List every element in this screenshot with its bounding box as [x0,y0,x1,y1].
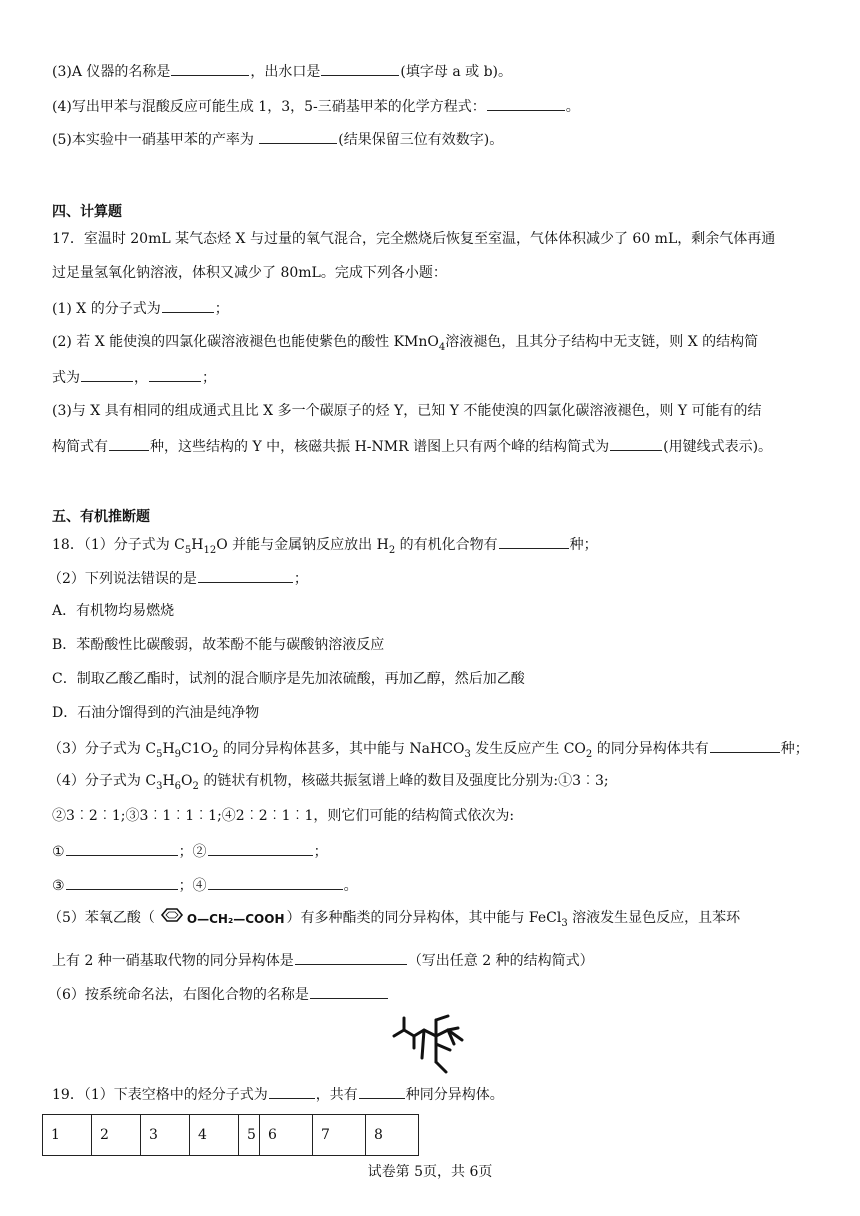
q18-p3-text: （3）分子式为 C [48,741,157,757]
answer-blank[interactable] [310,983,388,999]
q18-part3 [48,737,808,759]
q18-p2-text: ； [293,571,308,587]
answer-blank[interactable] [208,840,313,856]
page-footer: 试卷第 5页，共 6页 [367,1164,493,1180]
q18-p1-text: O 并能与金属钠反应放出 H [216,537,389,553]
answer-label: 。 [343,878,358,894]
answer-label: ； [313,844,328,860]
q18-part6 [48,983,808,1005]
q18-p3-text: H [162,741,175,757]
subscript: 2 [192,780,199,792]
q18-p1-text: 18．（1）分子式为 C [52,537,185,553]
q18-part2 [48,567,808,589]
q16-p4-text: 。 [565,99,580,115]
option-c: C．制取乙酸乙酯时，试剂的混合顺序是先加浓硫酸，再加乙醇，然后加乙酸 [52,671,525,687]
q18-p3-text: C1O [181,741,213,757]
subscript: 4 [438,341,446,353]
option-a: A．有机物均易燃烧 [52,603,175,619]
subscript: 3 [561,917,568,929]
q17-p1-text: ； [214,301,229,317]
q18-p5-text: 溶液发生显色反应，且苯环 [567,910,741,926]
q18-p1-text: H [191,537,204,553]
answer-blank[interactable] [109,435,149,451]
table-cell: 4 [190,1115,239,1156]
q17-p2-text: ， [134,370,148,386]
q17-part3-line2 [52,435,812,457]
q17-part1 [52,297,812,319]
q17-p2-text: ； [202,370,216,386]
q18-p4-text: 的链状有机物，核磁共振氢谱上峰的数目及强度比分别为:①3︰3; [198,773,609,789]
q18-part4-answers-1 [52,840,812,862]
answer-blank[interactable] [259,128,337,144]
subscript: 2 [585,748,593,760]
answer-label: ；④ [178,878,207,894]
answer-blank[interactable] [499,533,569,549]
table-row [43,1115,419,1156]
q17-p1-text: (1) X 的分子式为 [52,301,161,317]
q16-part4 [52,95,812,117]
subscript: 2 [388,544,396,556]
q16-part5 [52,128,812,150]
q17-part2-line1 [52,332,812,352]
answer-blank[interactable] [487,95,565,111]
option-b: B．苯酚酸性比碳酸弱，故苯酚不能与碳酸钠溶液反应 [52,637,385,653]
q19-part1 [52,1083,812,1105]
q17-stem-line2: 过足量氢氧化钠溶液，体积又减少了 80mL。完成下列各小题： [52,265,447,281]
q18-part5-line1 [48,907,808,929]
q16-p3-text: (3)A 仪器的名称是 [52,64,171,80]
q17-p3-text: 种，这些结构的 Y 中，核磁共振 H-NMR 谱图上只有两个峰的结构简式为 [150,439,610,455]
answer-blank[interactable] [321,60,399,76]
answer-blank[interactable] [66,840,178,856]
q17-p2-text: 溶液褪色，且其分子结构中无支链，则 X 的结构简 [445,334,759,350]
q19-p1-text: 19．（1）下表空格中的烃分子式为 [52,1087,268,1103]
q18-p5-text: （写出任意 2 种的结构简式） [407,953,594,969]
answer-blank[interactable] [710,737,780,753]
answer-blank[interactable] [295,949,407,965]
q17-p2-text: 式为 [52,370,80,386]
table-cell: 8 [366,1115,419,1156]
q16-p3-text: ，出水口是 [250,64,321,80]
q18-p1-text: 种； [569,537,598,553]
q18-part1 [52,533,812,555]
subscript: 12 [203,544,217,556]
option-d: D．石油分馏得到的汽油是纯净物 [52,705,260,721]
hydrocarbon-sequence-table [42,1114,419,1156]
structure-formula: O—CH₂—COOH [186,912,285,926]
q18-p1-text: 的有机化合物有 [395,537,498,553]
q18-p3-text: 的同分异构体甚多，其中能与 NaHCO [218,741,465,757]
skeletal-structure-figure [392,1014,474,1080]
answer-blank[interactable] [359,1083,405,1099]
answer-label: ① [52,844,65,860]
answer-blank[interactable] [81,366,133,382]
benzene-ring-icon [157,907,187,923]
q18-p3-text: 发生反应产生 CO [470,741,586,757]
q18-part5-line2 [52,949,812,971]
q16-p5-text: (5)本实验中一硝基甲苯的产率为 [52,132,259,148]
answer-blank[interactable] [198,567,293,583]
q18-p3-text: 的同分异构体共有 [592,741,709,757]
table-cell: 7 [313,1115,366,1156]
q16-p5-text: (结果保留三位有效数字)。 [338,132,504,148]
q18-part4-line1 [48,771,808,791]
subscript: 3 [464,748,471,760]
q17-p3-text: 构简式有 [52,439,108,455]
table-cell: 6 [260,1115,313,1156]
subscript: 9 [174,748,182,760]
q17-p3-text: (用键线式表示)。 [663,439,773,455]
q18-part4-answers-2 [52,874,812,896]
q16-p4-text: (4)写出甲苯与混酸反应可能生成 1，3，5-三硝基甲苯的化学方程式： [52,99,486,115]
q18-p6-text: （6）按系统命名法，右图化合物的名称是 [48,987,309,1003]
q17-stem-line1: 17．室温时 20mL 某气态烃 X 与过量的氧气混合，完全燃烧后恢复至室温，气体体积减少了 60 mL，剩余气体再通 [52,231,776,247]
q18-p4-text: H [162,773,175,789]
answer-blank[interactable] [66,874,178,890]
q18-p5-text: （5）苯氧乙酸（ [48,910,155,926]
table-cell: 5 [239,1115,260,1156]
answer-blank[interactable] [269,1083,315,1099]
answer-blank[interactable] [208,874,343,890]
phenoxyacetic-acid-structure [157,907,285,929]
section-heading: 四、计算题 [52,204,122,220]
q16-p3-text: (填字母 a 或 b)。 [400,64,512,80]
answer-label: ；② [178,844,207,860]
q18-p5-text: 上有 2 种一硝基取代物的同分异构体是 [52,953,294,969]
q18-p2-text: （2）下列说法错误的是 [48,571,197,587]
subscript: 5 [184,544,192,556]
q19-p1-text: 种同分异构体。 [405,1087,504,1103]
table-cell: 2 [92,1115,141,1156]
answer-blank[interactable] [610,435,662,451]
subscript: 3 [156,780,163,792]
q18-p5-text: ）有多种酯类的同分异构体，其中能与 FeCl [286,910,562,926]
q18-p3-text: 种； [780,741,809,757]
answer-label: ③ [52,878,65,894]
subscript: 2 [212,748,219,760]
q17-p2-text: (2) 若 X 能使溴的四氯化碳溶液褪色也能使紫色的酸性 KMnO [52,334,439,350]
q17-part3-line1: (3)与 X 具有相同的组成通式且比 X 多一个碳原子的烃 Y，已知 Y 不能使溴的四氯化碳溶液褪色，则 Y 可能有的结 [52,403,762,419]
q18-part4-line2: ②3︰2︰1;③3︰1︰1︰1;④2︰2︰1︰1，则它们可能的结构简式依次为: [52,808,515,824]
q19-p1-text: ，共有 [315,1087,358,1103]
subscript: 5 [156,748,163,760]
subscript: 6 [174,780,182,792]
table-cell: 1 [43,1115,92,1156]
answer-blank[interactable] [162,297,214,313]
q18-p4-text: O [181,773,193,789]
q18-p4-text: （4）分子式为 C [48,773,157,789]
answer-blank[interactable] [171,60,249,76]
q17-part2-line2 [52,366,812,388]
section-heading: 五、有机推断题 [52,509,150,525]
answer-blank[interactable] [149,366,201,382]
table-cell: 3 [141,1115,190,1156]
q16-part3 [52,60,812,82]
